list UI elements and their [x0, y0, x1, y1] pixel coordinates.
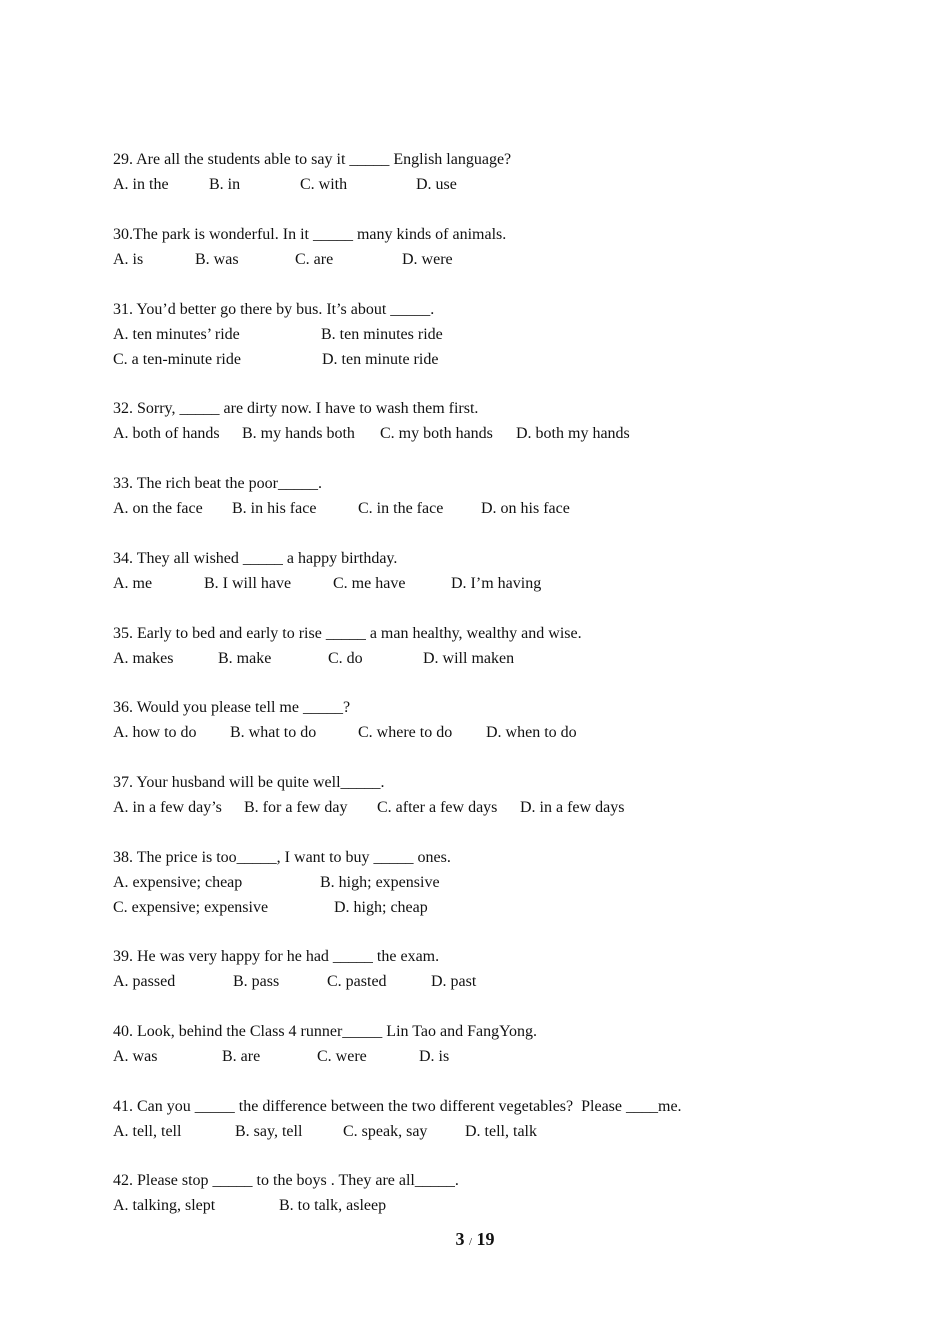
question-32-option-a: A. both of hands	[113, 425, 220, 442]
question-34-option-a: A. me	[113, 575, 153, 592]
question-41-stem: 41. Can you _____ the difference between the two different vegetables? Please ____me.	[113, 1098, 682, 1115]
question-41-option-c: C. speak, say	[343, 1123, 428, 1140]
question-35-stem: 35. Early to bed and early to rise _____ a man healthy, wealthy and wise.	[113, 625, 582, 642]
question-30-option-a: A. is	[113, 251, 144, 268]
question-33-option-a: A. on the face	[113, 500, 203, 517]
question-35-option-c: C. do	[328, 650, 363, 667]
question-35-option-b: B. make	[218, 650, 272, 667]
question-40-option-a: A. was	[113, 1048, 158, 1065]
total-page-count: 19	[476, 1229, 495, 1249]
question-38-option-b: B. high; expensive	[320, 874, 440, 891]
question-31-option-a: A. ten minutes’ ride	[113, 326, 240, 343]
question-31-stem: 31. You’d better go there by bus. It’s about _____.	[113, 301, 435, 318]
question-35-option-a: A. makes	[113, 650, 174, 667]
question-40-option-b: B. are	[222, 1048, 261, 1065]
question-32-option-d: D. both my hands	[516, 425, 630, 442]
question-34-option-c: C. me have	[333, 575, 406, 592]
question-41-option-d: D. tell, talk	[465, 1123, 537, 1140]
question-32-option-c: C. my both hands	[380, 425, 493, 442]
question-40-option-d: D. is	[419, 1048, 450, 1065]
question-34-option-d: D. I’m having	[451, 575, 542, 592]
question-36-option-d: D. when to do	[486, 724, 577, 741]
question-30-stem: 30.The park is wonderful. In it _____ many kinds of animals.	[113, 226, 507, 243]
question-29-option-a: A. in the	[113, 176, 169, 193]
question-31-option-b: B. ten minutes ride	[321, 326, 443, 343]
question-41-option-a: A. tell, tell	[113, 1123, 182, 1140]
question-38-option-c: C. expensive; expensive	[113, 899, 269, 916]
question-40-stem: 40. Look, behind the Class 4 runner_____ Lin Tao and FangYong.	[113, 1023, 538, 1040]
page-separator: /	[468, 1236, 473, 1248]
question-37-option-d: D. in a few days	[520, 799, 625, 816]
page-number	[0, 1228, 950, 1253]
question-29-stem: 29. Are all the students able to say it _____ English language?	[113, 151, 512, 168]
question-37-stem: 37. Your husband will be quite well_____.	[113, 774, 385, 791]
question-33-option-b: B. in his face	[232, 500, 317, 517]
question-39-option-c: C. pasted	[327, 973, 387, 990]
question-40-option-c: C. were	[317, 1048, 367, 1065]
question-36-option-a: A. how to do	[113, 724, 197, 741]
question-36-option-c: C. where to do	[358, 724, 453, 741]
question-39-option-d: D. past	[431, 973, 477, 990]
question-34-stem: 34. They all wished _____ a happy birthday.	[113, 550, 398, 567]
question-33-option-c: C. in the face	[358, 500, 444, 517]
question-39-stem: 39. He was very happy for he had _____ the exam.	[113, 948, 440, 965]
question-42-option-a: A. talking, slept	[113, 1197, 216, 1214]
question-37-option-c: C. after a few days	[377, 799, 498, 816]
question-30-option-c: C. are	[295, 251, 334, 268]
question-36-option-b: B. what to do	[230, 724, 317, 741]
question-41-option-b: B. say, tell	[235, 1123, 303, 1140]
question-37-option-b: B. for a few day	[244, 799, 348, 816]
question-31-option-c: C. a ten-minute ride	[113, 351, 241, 368]
question-38-option-a: A. expensive; cheap	[113, 874, 243, 891]
question-37-option-a: A. in a few day’s	[113, 799, 222, 816]
current-page-number: 3	[455, 1229, 465, 1249]
question-35-option-d: D. will maken	[423, 650, 515, 667]
question-30-option-b: B. was	[195, 251, 239, 268]
question-33-option-d: D. on his face	[481, 500, 570, 517]
question-39-option-b: B. pass	[233, 973, 280, 990]
question-32-stem: 32. Sorry, _____ are dirty now. I have to wash them first.	[113, 400, 479, 417]
question-30-option-d: D. were	[402, 251, 453, 268]
question-38-option-d: D. high; cheap	[334, 899, 428, 916]
question-42-option-b: B. to talk, asleep	[279, 1197, 387, 1214]
question-33-stem: 33. The rich beat the poor_____.	[113, 475, 322, 492]
question-39-option-a: A. passed	[113, 973, 176, 990]
question-34-option-b: B. I will have	[204, 575, 292, 592]
question-42-stem: 42. Please stop _____ to the boys . They are all_____.	[113, 1172, 459, 1189]
question-29-option-c: C. with	[300, 176, 348, 193]
question-29-option-b: B. in	[209, 176, 241, 193]
question-32-option-b: B. my hands both	[242, 425, 355, 442]
question-29-option-d: D. use	[416, 176, 457, 193]
question-36-stem: 36. Would you please tell me _____?	[113, 699, 351, 716]
question-38-stem: 38. The price is too_____, I want to buy _____ ones.	[113, 849, 451, 866]
question-31-option-d: D. ten minute ride	[322, 351, 439, 368]
